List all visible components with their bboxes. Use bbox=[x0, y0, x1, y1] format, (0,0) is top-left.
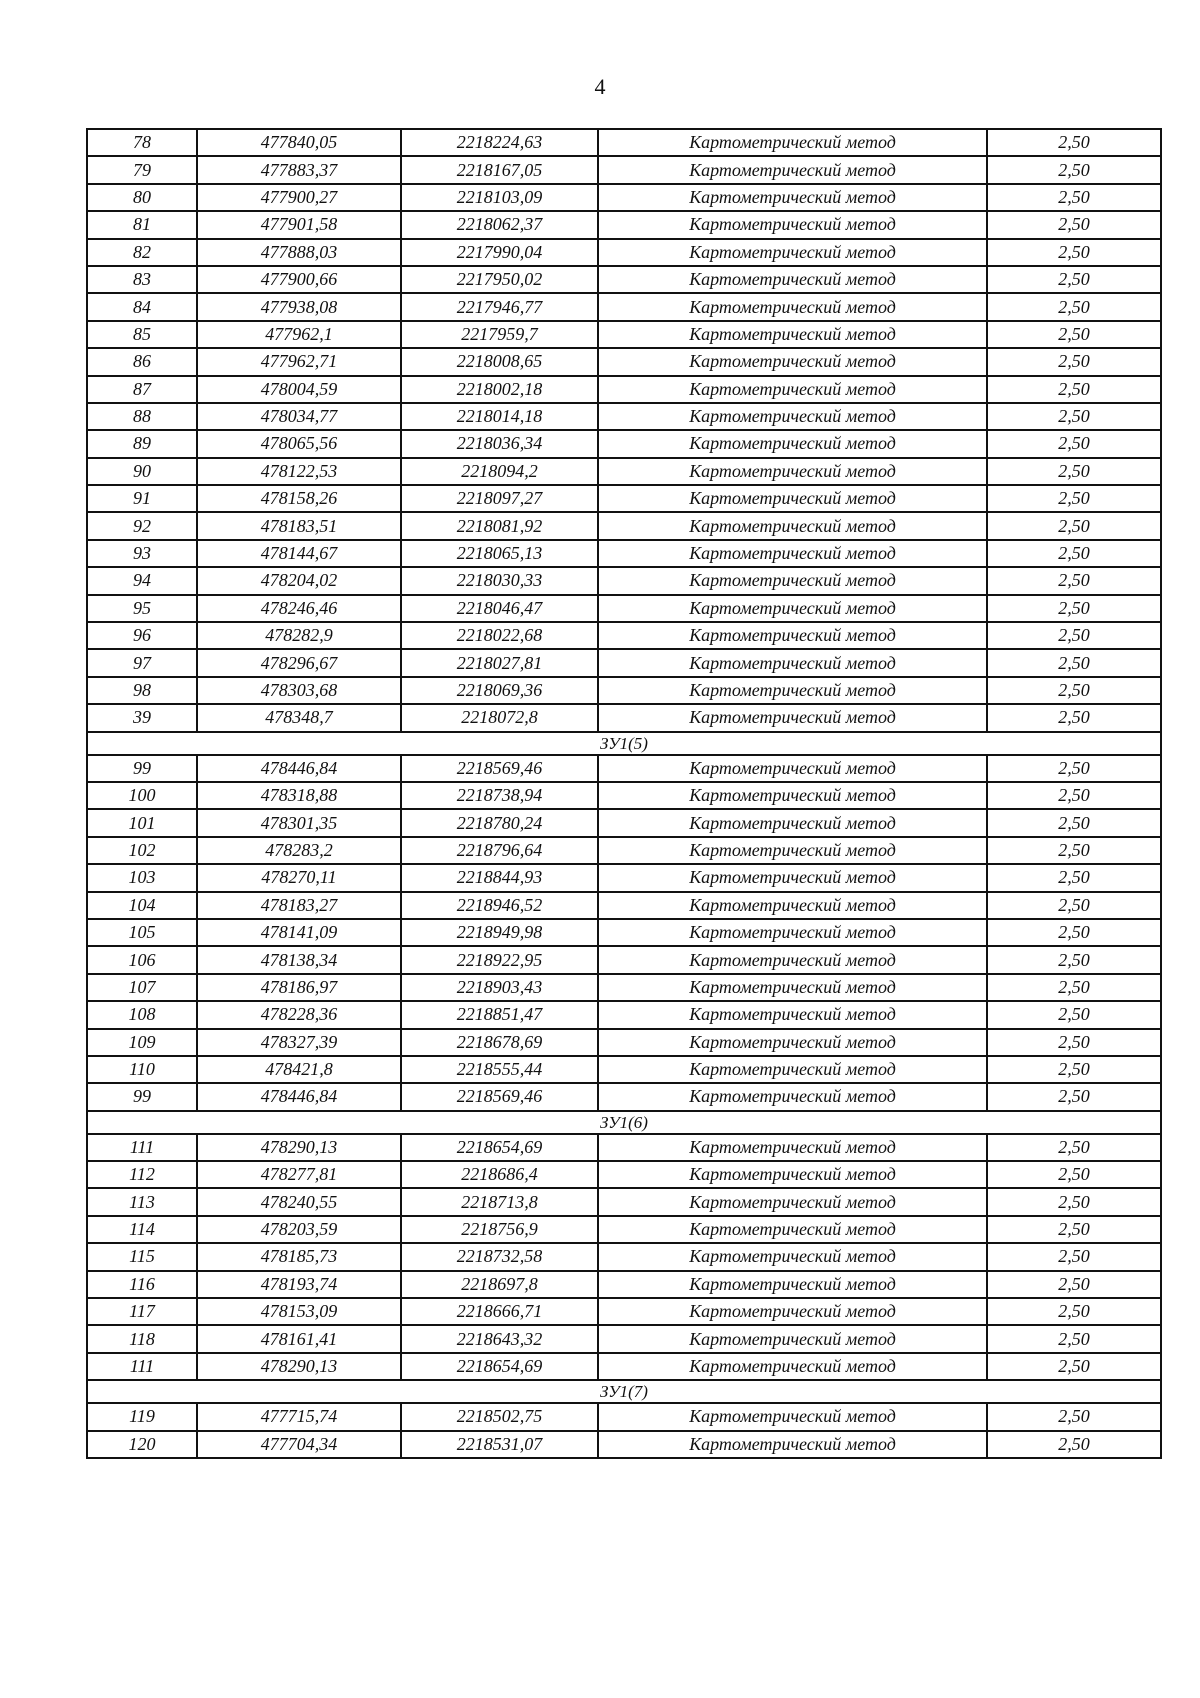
x-coordinate-cell: 478290,13 bbox=[197, 1353, 401, 1380]
point-number-cell: 89 bbox=[87, 430, 197, 457]
x-coordinate-cell: 478204,02 bbox=[197, 567, 401, 594]
table-row bbox=[87, 211, 1161, 238]
table-row bbox=[87, 892, 1161, 919]
accuracy-cell: 2,50 bbox=[987, 211, 1161, 238]
y-coordinate-cell: 2217946,77 bbox=[401, 293, 598, 320]
accuracy-cell: 2,50 bbox=[987, 837, 1161, 864]
point-number-cell: 83 bbox=[87, 266, 197, 293]
y-coordinate-cell: 2218697,8 bbox=[401, 1271, 598, 1298]
method-cell: Картометрический метод bbox=[598, 567, 987, 594]
x-coordinate-cell: 478138,34 bbox=[197, 946, 401, 973]
y-coordinate-cell: 2218069,36 bbox=[401, 677, 598, 704]
method-cell: Картометрический метод bbox=[598, 458, 987, 485]
method-cell: Картометрический метод bbox=[598, 595, 987, 622]
method-cell: Картометрический метод bbox=[598, 512, 987, 539]
x-coordinate-cell: 478144,67 bbox=[197, 540, 401, 567]
y-coordinate-cell: 2218569,46 bbox=[401, 755, 598, 782]
method-cell: Картометрический метод bbox=[598, 809, 987, 836]
y-coordinate-cell: 2218780,24 bbox=[401, 809, 598, 836]
point-number-cell: 103 bbox=[87, 864, 197, 891]
method-cell: Картометрический метод bbox=[598, 348, 987, 375]
point-number-cell: 109 bbox=[87, 1029, 197, 1056]
accuracy-cell: 2,50 bbox=[987, 239, 1161, 266]
method-cell: Картометрический метод bbox=[598, 1216, 987, 1243]
x-coordinate-cell: 478290,13 bbox=[197, 1134, 401, 1161]
x-coordinate-cell: 478301,35 bbox=[197, 809, 401, 836]
method-cell: Картометрический метод bbox=[598, 1001, 987, 1028]
x-coordinate-cell: 477962,71 bbox=[197, 348, 401, 375]
accuracy-cell: 2,50 bbox=[987, 403, 1161, 430]
x-coordinate-cell: 477901,58 bbox=[197, 211, 401, 238]
table-row bbox=[87, 677, 1161, 704]
method-cell: Картометрический метод bbox=[598, 184, 987, 211]
x-coordinate-cell: 478158,26 bbox=[197, 485, 401, 512]
method-cell: Картометрический метод bbox=[598, 1243, 987, 1270]
x-coordinate-cell: 478193,74 bbox=[197, 1271, 401, 1298]
point-number-cell: 96 bbox=[87, 622, 197, 649]
table-row bbox=[87, 809, 1161, 836]
table-row bbox=[87, 1216, 1161, 1243]
y-coordinate-cell: 2218008,65 bbox=[401, 348, 598, 375]
y-coordinate-cell: 2218686,4 bbox=[401, 1161, 598, 1188]
method-cell: Картометрический метод bbox=[598, 704, 987, 731]
method-cell: Картометрический метод bbox=[598, 1029, 987, 1056]
point-number-cell: 82 bbox=[87, 239, 197, 266]
x-coordinate-cell: 477900,66 bbox=[197, 266, 401, 293]
x-coordinate-cell: 478186,97 bbox=[197, 974, 401, 1001]
x-coordinate-cell: 478141,09 bbox=[197, 919, 401, 946]
x-coordinate-cell: 478185,73 bbox=[197, 1243, 401, 1270]
table-row bbox=[87, 430, 1161, 457]
point-number-cell: 90 bbox=[87, 458, 197, 485]
method-cell: Картометрический метод bbox=[598, 540, 987, 567]
point-number-cell: 99 bbox=[87, 1083, 197, 1110]
x-coordinate-cell: 478277,81 bbox=[197, 1161, 401, 1188]
table-row bbox=[87, 293, 1161, 320]
table-row bbox=[87, 1161, 1161, 1188]
method-cell: Картометрический метод bbox=[598, 755, 987, 782]
accuracy-cell: 2,50 bbox=[987, 293, 1161, 320]
x-coordinate-cell: 478203,59 bbox=[197, 1216, 401, 1243]
accuracy-cell: 2,50 bbox=[987, 512, 1161, 539]
table-row bbox=[87, 622, 1161, 649]
point-number-cell: 110 bbox=[87, 1056, 197, 1083]
table-row bbox=[87, 1325, 1161, 1352]
y-coordinate-cell: 2218732,58 bbox=[401, 1243, 598, 1270]
point-number-cell: 85 bbox=[87, 321, 197, 348]
y-coordinate-cell: 2218654,69 bbox=[401, 1353, 598, 1380]
method-cell: Картометрический метод bbox=[598, 293, 987, 320]
x-coordinate-cell: 478270,11 bbox=[197, 864, 401, 891]
accuracy-cell: 2,50 bbox=[987, 809, 1161, 836]
accuracy-cell: 2,50 bbox=[987, 129, 1161, 156]
x-coordinate-cell: 477962,1 bbox=[197, 321, 401, 348]
y-coordinate-cell: 2218046,47 bbox=[401, 595, 598, 622]
method-cell: Картометрический метод bbox=[598, 864, 987, 891]
table-row bbox=[87, 1188, 1161, 1215]
table-row bbox=[87, 1083, 1161, 1110]
x-coordinate-cell: 478318,88 bbox=[197, 782, 401, 809]
point-number-cell: 105 bbox=[87, 919, 197, 946]
method-cell: Картометрический метод bbox=[598, 1325, 987, 1352]
method-cell: Картометрический метод bbox=[598, 266, 987, 293]
method-cell: Картометрический метод bbox=[598, 129, 987, 156]
accuracy-cell: 2,50 bbox=[987, 1188, 1161, 1215]
table-row bbox=[87, 266, 1161, 293]
y-coordinate-cell: 2218796,64 bbox=[401, 837, 598, 864]
section-header-row bbox=[87, 732, 1161, 755]
x-coordinate-cell: 477938,08 bbox=[197, 293, 401, 320]
method-cell: Картометрический метод bbox=[598, 376, 987, 403]
x-coordinate-cell: 478065,56 bbox=[197, 430, 401, 457]
method-cell: Картометрический метод bbox=[598, 1056, 987, 1083]
table-row bbox=[87, 782, 1161, 809]
point-number-cell: 86 bbox=[87, 348, 197, 375]
table-row bbox=[87, 919, 1161, 946]
y-coordinate-cell: 2218569,46 bbox=[401, 1083, 598, 1110]
accuracy-cell: 2,50 bbox=[987, 540, 1161, 567]
table-row bbox=[87, 485, 1161, 512]
y-coordinate-cell: 2218030,33 bbox=[401, 567, 598, 594]
point-number-cell: 119 bbox=[87, 1403, 197, 1430]
y-coordinate-cell: 2218065,13 bbox=[401, 540, 598, 567]
accuracy-cell: 2,50 bbox=[987, 595, 1161, 622]
section-label: ЗУ1(6) bbox=[87, 1111, 1161, 1134]
table-row bbox=[87, 837, 1161, 864]
y-coordinate-cell: 2218072,8 bbox=[401, 704, 598, 731]
point-number-cell: 39 bbox=[87, 704, 197, 731]
accuracy-cell: 2,50 bbox=[987, 458, 1161, 485]
table-row bbox=[87, 864, 1161, 891]
point-number-cell: 79 bbox=[87, 156, 197, 183]
table-row bbox=[87, 1243, 1161, 1270]
x-coordinate-cell: 477704,34 bbox=[197, 1431, 401, 1458]
accuracy-cell: 2,50 bbox=[987, 430, 1161, 457]
x-coordinate-cell: 478240,55 bbox=[197, 1188, 401, 1215]
accuracy-cell: 2,50 bbox=[987, 1056, 1161, 1083]
table-row bbox=[87, 156, 1161, 183]
method-cell: Картометрический метод bbox=[598, 837, 987, 864]
y-coordinate-cell: 2218946,52 bbox=[401, 892, 598, 919]
y-coordinate-cell: 2218502,75 bbox=[401, 1403, 598, 1430]
accuracy-cell: 2,50 bbox=[987, 1243, 1161, 1270]
section-header-row bbox=[87, 1380, 1161, 1403]
x-coordinate-cell: 478421,8 bbox=[197, 1056, 401, 1083]
method-cell: Картометрический метод bbox=[598, 321, 987, 348]
table-row bbox=[87, 1271, 1161, 1298]
method-cell: Картометрический метод bbox=[598, 946, 987, 973]
accuracy-cell: 2,50 bbox=[987, 1083, 1161, 1110]
method-cell: Картометрический метод bbox=[598, 430, 987, 457]
page-number: 4 bbox=[594, 74, 606, 99]
y-coordinate-cell: 2218844,93 bbox=[401, 864, 598, 891]
y-coordinate-cell: 2218022,68 bbox=[401, 622, 598, 649]
accuracy-cell: 2,50 bbox=[987, 622, 1161, 649]
method-cell: Картометрический метод bbox=[598, 1298, 987, 1325]
y-coordinate-cell: 2218643,32 bbox=[401, 1325, 598, 1352]
point-number-cell: 115 bbox=[87, 1243, 197, 1270]
y-coordinate-cell: 2218654,69 bbox=[401, 1134, 598, 1161]
x-coordinate-cell: 478303,68 bbox=[197, 677, 401, 704]
table-row bbox=[87, 1298, 1161, 1325]
accuracy-cell: 2,50 bbox=[987, 864, 1161, 891]
x-coordinate-cell: 478348,7 bbox=[197, 704, 401, 731]
point-number-cell: 106 bbox=[87, 946, 197, 973]
method-cell: Картометрический метод bbox=[598, 211, 987, 238]
accuracy-cell: 2,50 bbox=[987, 782, 1161, 809]
point-number-cell: 98 bbox=[87, 677, 197, 704]
x-coordinate-cell: 478246,46 bbox=[197, 595, 401, 622]
x-coordinate-cell: 477888,03 bbox=[197, 239, 401, 266]
x-coordinate-cell: 478004,59 bbox=[197, 376, 401, 403]
point-number-cell: 117 bbox=[87, 1298, 197, 1325]
accuracy-cell: 2,50 bbox=[987, 1431, 1161, 1458]
method-cell: Картометрический метод bbox=[598, 622, 987, 649]
table-row bbox=[87, 946, 1161, 973]
table-row bbox=[87, 458, 1161, 485]
accuracy-cell: 2,50 bbox=[987, 1325, 1161, 1352]
x-coordinate-cell: 478283,2 bbox=[197, 837, 401, 864]
y-coordinate-cell: 2218903,43 bbox=[401, 974, 598, 1001]
x-coordinate-cell: 478161,41 bbox=[197, 1325, 401, 1352]
table-row bbox=[87, 755, 1161, 782]
x-coordinate-cell: 478228,36 bbox=[197, 1001, 401, 1028]
y-coordinate-cell: 2218922,95 bbox=[401, 946, 598, 973]
section-label: ЗУ1(5) bbox=[87, 732, 1161, 755]
accuracy-cell: 2,50 bbox=[987, 266, 1161, 293]
y-coordinate-cell: 2218713,8 bbox=[401, 1188, 598, 1215]
point-number-cell: 112 bbox=[87, 1161, 197, 1188]
accuracy-cell: 2,50 bbox=[987, 1001, 1161, 1028]
table-row bbox=[87, 1001, 1161, 1028]
point-number-cell: 93 bbox=[87, 540, 197, 567]
x-coordinate-cell: 478183,27 bbox=[197, 892, 401, 919]
point-number-cell: 102 bbox=[87, 837, 197, 864]
y-coordinate-cell: 2217959,7 bbox=[401, 321, 598, 348]
x-coordinate-cell: 478327,39 bbox=[197, 1029, 401, 1056]
table-row bbox=[87, 239, 1161, 266]
method-cell: Картометрический метод bbox=[598, 1403, 987, 1430]
method-cell: Картометрический метод bbox=[598, 892, 987, 919]
accuracy-cell: 2,50 bbox=[987, 974, 1161, 1001]
accuracy-cell: 2,50 bbox=[987, 156, 1161, 183]
point-number-cell: 108 bbox=[87, 1001, 197, 1028]
x-coordinate-cell: 478446,84 bbox=[197, 755, 401, 782]
point-number-cell: 100 bbox=[87, 782, 197, 809]
point-number-cell: 78 bbox=[87, 129, 197, 156]
y-coordinate-cell: 2218224,63 bbox=[401, 129, 598, 156]
accuracy-cell: 2,50 bbox=[987, 567, 1161, 594]
y-coordinate-cell: 2218167,05 bbox=[401, 156, 598, 183]
point-number-cell: 84 bbox=[87, 293, 197, 320]
table-row bbox=[87, 567, 1161, 594]
x-coordinate-cell: 478034,77 bbox=[197, 403, 401, 430]
method-cell: Картометрический метод bbox=[598, 1083, 987, 1110]
y-coordinate-cell: 2218081,92 bbox=[401, 512, 598, 539]
method-cell: Картометрический метод bbox=[598, 1431, 987, 1458]
method-cell: Картометрический метод bbox=[598, 677, 987, 704]
method-cell: Картометрический метод bbox=[598, 649, 987, 676]
x-coordinate-cell: 478296,67 bbox=[197, 649, 401, 676]
y-coordinate-cell: 2218036,34 bbox=[401, 430, 598, 457]
method-cell: Картометрический метод bbox=[598, 403, 987, 430]
point-number-cell: 107 bbox=[87, 974, 197, 1001]
table-row bbox=[87, 1431, 1161, 1458]
y-coordinate-cell: 2218014,18 bbox=[401, 403, 598, 430]
point-number-cell: 80 bbox=[87, 184, 197, 211]
method-cell: Картометрический метод bbox=[598, 239, 987, 266]
y-coordinate-cell: 2218949,98 bbox=[401, 919, 598, 946]
accuracy-cell: 2,50 bbox=[987, 485, 1161, 512]
point-number-cell: 99 bbox=[87, 755, 197, 782]
accuracy-cell: 2,50 bbox=[987, 704, 1161, 731]
x-coordinate-cell: 478183,51 bbox=[197, 512, 401, 539]
coordinates-table-body bbox=[87, 129, 1161, 1458]
accuracy-cell: 2,50 bbox=[987, 376, 1161, 403]
method-cell: Картометрический метод bbox=[598, 1353, 987, 1380]
table-row bbox=[87, 974, 1161, 1001]
table-row bbox=[87, 348, 1161, 375]
method-cell: Картометрический метод bbox=[598, 974, 987, 1001]
point-number-cell: 81 bbox=[87, 211, 197, 238]
x-coordinate-cell: 477840,05 bbox=[197, 129, 401, 156]
method-cell: Картометрический метод bbox=[598, 782, 987, 809]
accuracy-cell: 2,50 bbox=[987, 1403, 1161, 1430]
accuracy-cell: 2,50 bbox=[987, 1271, 1161, 1298]
y-coordinate-cell: 2218103,09 bbox=[401, 184, 598, 211]
accuracy-cell: 2,50 bbox=[987, 1216, 1161, 1243]
accuracy-cell: 2,50 bbox=[987, 321, 1161, 348]
table-row bbox=[87, 512, 1161, 539]
method-cell: Картометрический метод bbox=[598, 919, 987, 946]
method-cell: Картометрический метод bbox=[598, 1271, 987, 1298]
point-number-cell: 95 bbox=[87, 595, 197, 622]
table-row bbox=[87, 1056, 1161, 1083]
point-number-cell: 87 bbox=[87, 376, 197, 403]
accuracy-cell: 2,50 bbox=[987, 1298, 1161, 1325]
coordinates-table bbox=[86, 128, 1162, 1459]
point-number-cell: 114 bbox=[87, 1216, 197, 1243]
y-coordinate-cell: 2218027,81 bbox=[401, 649, 598, 676]
point-number-cell: 120 bbox=[87, 1431, 197, 1458]
accuracy-cell: 2,50 bbox=[987, 892, 1161, 919]
y-coordinate-cell: 2217950,02 bbox=[401, 266, 598, 293]
y-coordinate-cell: 2218094,2 bbox=[401, 458, 598, 485]
table-row bbox=[87, 1029, 1161, 1056]
x-coordinate-cell: 478122,53 bbox=[197, 458, 401, 485]
accuracy-cell: 2,50 bbox=[987, 1134, 1161, 1161]
y-coordinate-cell: 2218062,37 bbox=[401, 211, 598, 238]
point-number-cell: 101 bbox=[87, 809, 197, 836]
point-number-cell: 118 bbox=[87, 1325, 197, 1352]
x-coordinate-cell: 477883,37 bbox=[197, 156, 401, 183]
y-coordinate-cell: 2218666,71 bbox=[401, 1298, 598, 1325]
y-coordinate-cell: 2218002,18 bbox=[401, 376, 598, 403]
point-number-cell: 104 bbox=[87, 892, 197, 919]
method-cell: Картометрический метод bbox=[598, 1188, 987, 1215]
table-row bbox=[87, 1403, 1161, 1430]
x-coordinate-cell: 477715,74 bbox=[197, 1403, 401, 1430]
accuracy-cell: 2,50 bbox=[987, 649, 1161, 676]
x-coordinate-cell: 477900,27 bbox=[197, 184, 401, 211]
section-header-row bbox=[87, 1111, 1161, 1134]
point-number-cell: 88 bbox=[87, 403, 197, 430]
y-coordinate-cell: 2218738,94 bbox=[401, 782, 598, 809]
accuracy-cell: 2,50 bbox=[987, 1353, 1161, 1380]
table-row bbox=[87, 403, 1161, 430]
point-number-cell: 111 bbox=[87, 1134, 197, 1161]
y-coordinate-cell: 2218555,44 bbox=[401, 1056, 598, 1083]
y-coordinate-cell: 2218097,27 bbox=[401, 485, 598, 512]
table-row bbox=[87, 595, 1161, 622]
section-label: ЗУ1(7) bbox=[87, 1380, 1161, 1403]
x-coordinate-cell: 478282,9 bbox=[197, 622, 401, 649]
table-row bbox=[87, 704, 1161, 731]
x-coordinate-cell: 478153,09 bbox=[197, 1298, 401, 1325]
y-coordinate-cell: 2218678,69 bbox=[401, 1029, 598, 1056]
x-coordinate-cell: 478446,84 bbox=[197, 1083, 401, 1110]
method-cell: Картометрический метод bbox=[598, 1134, 987, 1161]
accuracy-cell: 2,50 bbox=[987, 1029, 1161, 1056]
method-cell: Картометрический метод bbox=[598, 485, 987, 512]
y-coordinate-cell: 2218531,07 bbox=[401, 1431, 598, 1458]
point-number-cell: 97 bbox=[87, 649, 197, 676]
y-coordinate-cell: 2218851,47 bbox=[401, 1001, 598, 1028]
table-row bbox=[87, 649, 1161, 676]
method-cell: Картометрический метод bbox=[598, 1161, 987, 1188]
table-row bbox=[87, 184, 1161, 211]
method-cell: Картометрический метод bbox=[598, 156, 987, 183]
point-number-cell: 91 bbox=[87, 485, 197, 512]
table-row bbox=[87, 129, 1161, 156]
y-coordinate-cell: 2217990,04 bbox=[401, 239, 598, 266]
accuracy-cell: 2,50 bbox=[987, 184, 1161, 211]
table-row bbox=[87, 321, 1161, 348]
accuracy-cell: 2,50 bbox=[987, 946, 1161, 973]
accuracy-cell: 2,50 bbox=[987, 348, 1161, 375]
point-number-cell: 113 bbox=[87, 1188, 197, 1215]
point-number-cell: 116 bbox=[87, 1271, 197, 1298]
point-number-cell: 94 bbox=[87, 567, 197, 594]
table-row bbox=[87, 376, 1161, 403]
point-number-cell: 92 bbox=[87, 512, 197, 539]
accuracy-cell: 2,50 bbox=[987, 677, 1161, 704]
table-row bbox=[87, 540, 1161, 567]
accuracy-cell: 2,50 bbox=[987, 919, 1161, 946]
table-row bbox=[87, 1134, 1161, 1161]
point-number-cell: 111 bbox=[87, 1353, 197, 1380]
table-row bbox=[87, 1353, 1161, 1380]
y-coordinate-cell: 2218756,9 bbox=[401, 1216, 598, 1243]
accuracy-cell: 2,50 bbox=[987, 1161, 1161, 1188]
accuracy-cell: 2,50 bbox=[987, 755, 1161, 782]
